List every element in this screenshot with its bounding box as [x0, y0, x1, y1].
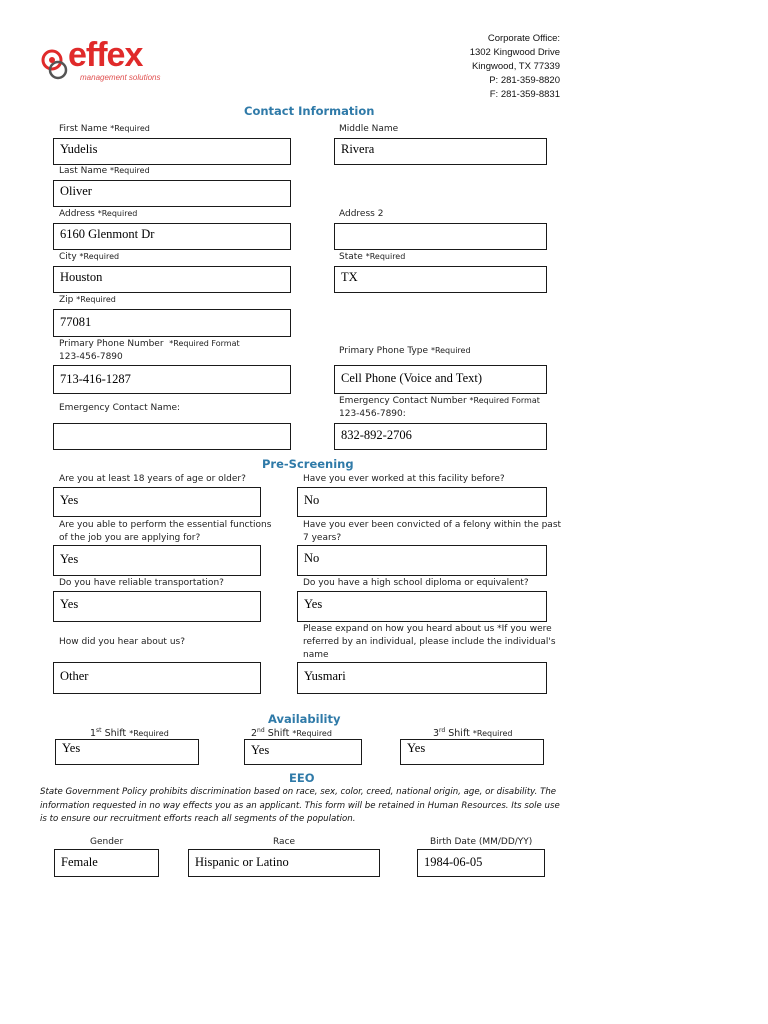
- emergency-number-field[interactable]: 832-892-2706: [334, 423, 547, 450]
- question-label: of the job you are applying for?: [59, 533, 201, 543]
- office-line: P: 281-359-8820: [489, 75, 560, 86]
- felony-answer-field[interactable]: No: [297, 545, 547, 576]
- address2-field[interactable]: [334, 223, 547, 250]
- logo-text: effex: [68, 36, 143, 74]
- shift2-field[interactable]: Yes: [244, 739, 362, 765]
- question-label: Please expand on how you heard about us *If you were: [303, 624, 552, 634]
- eeo-policy-text: State Government Policy prohibits discrimination based on race, sex, color, creed, national origin, age, or disability. The information requested in no way effects you as an applicant. This form will be retained in Human Resources. Its sole use is to ensure our recruitment efforts reach all segments of the population.: [40, 787, 560, 824]
- heard-about-answer-field[interactable]: Other: [53, 662, 261, 694]
- question-label: How did you hear about us?: [59, 637, 185, 647]
- office-line: 1302 Kingwood Drive: [469, 47, 560, 58]
- essential-functions-answer-field[interactable]: Yes: [53, 545, 261, 576]
- primary-phone-label: Primary Phone Number *Required Format: [59, 339, 240, 349]
- section-title-prescreening: Pre-Screening: [262, 457, 354, 471]
- section-title-contact: Contact Information: [244, 104, 375, 118]
- middle-name-field[interactable]: Rivera: [334, 138, 547, 165]
- referral-expand-answer-field[interactable]: Yusmari: [297, 662, 547, 694]
- shift2-label: 2nd Shift *Required: [251, 727, 332, 740]
- worked-before-answer-field[interactable]: No: [297, 487, 547, 517]
- emergency-name-label: Emergency Contact Name:: [59, 403, 181, 413]
- transportation-answer-field[interactable]: Yes: [53, 591, 261, 622]
- city-field[interactable]: Houston: [53, 266, 291, 293]
- question-label: Are you at least 18 years of age or older?: [59, 474, 246, 484]
- last-name-label: Last Name *Required: [59, 166, 150, 176]
- question-label: Have you ever been convicted of a felony within the past: [303, 520, 562, 530]
- first-name-label: First Name *Required: [59, 124, 150, 134]
- address2-label: Address 2: [339, 209, 384, 219]
- zip-field[interactable]: 77081: [53, 309, 291, 337]
- shift1-label: 1st Shift *Required: [90, 727, 169, 740]
- office-line: Kingwood, TX 77339: [471, 61, 560, 72]
- question-label: 7 years?: [303, 533, 342, 543]
- zip-label: Zip *Required: [59, 295, 116, 305]
- office-line: Corporate Office:: [487, 33, 560, 44]
- address-field[interactable]: 6160 Glenmont Dr: [53, 223, 291, 250]
- gender-label: Gender: [90, 837, 124, 847]
- emergency-number-format: 123-456-7890:: [339, 409, 406, 419]
- middle-name-label: Middle Name: [339, 124, 399, 134]
- question-label: Do you have a high school diploma or equivalent?: [303, 578, 529, 588]
- first-name-field[interactable]: Yudelis: [53, 138, 291, 165]
- question-label: referred by an individual, please include the individual's: [303, 637, 556, 647]
- race-label: Race: [273, 837, 296, 847]
- shift1-field[interactable]: Yes: [55, 739, 199, 765]
- race-field[interactable]: Hispanic or Latino: [188, 849, 380, 877]
- state-label: State *Required: [339, 252, 406, 262]
- age-answer-field[interactable]: Yes: [53, 487, 261, 517]
- diploma-answer-field[interactable]: Yes: [297, 591, 547, 622]
- question-label: name: [303, 650, 329, 660]
- primary-phone-type-label: Primary Phone Type *Required: [339, 346, 471, 356]
- birth-date-field[interactable]: 1984-06-05: [417, 849, 545, 877]
- shift3-label: 3rd Shift *Required: [433, 727, 513, 740]
- logo-subtitle: management solutions: [80, 73, 161, 82]
- corporate-office-block: [470, 32, 560, 102]
- question-label: Do you have reliable transportation?: [59, 578, 224, 588]
- address-label: Address *Required: [59, 209, 138, 219]
- office-line: F: 281-359-8831: [489, 89, 560, 100]
- emergency-number-label: Emergency Contact Number *Required Format: [339, 396, 540, 406]
- question-label: Have you ever worked at this facility before?: [303, 474, 505, 484]
- city-label: City *Required: [59, 252, 120, 262]
- emergency-name-field[interactable]: [53, 423, 291, 450]
- section-title-availability: Availability: [268, 712, 341, 726]
- gender-field[interactable]: Female: [54, 849, 159, 877]
- birth-date-label: Birth Date (MM/DD/YY): [430, 837, 533, 847]
- section-title-eeo: EEO: [289, 771, 315, 785]
- shift3-field[interactable]: Yes: [400, 739, 544, 765]
- question-label: Are you able to perform the essential functions: [59, 520, 272, 530]
- primary-phone-field[interactable]: 713-416-1287: [53, 365, 291, 394]
- state-field[interactable]: TX: [334, 266, 547, 293]
- primary-phone-format: 123-456-7890: [59, 352, 123, 362]
- last-name-field[interactable]: Oliver: [53, 180, 291, 207]
- primary-phone-type-field[interactable]: Cell Phone (Voice and Text): [334, 365, 547, 394]
